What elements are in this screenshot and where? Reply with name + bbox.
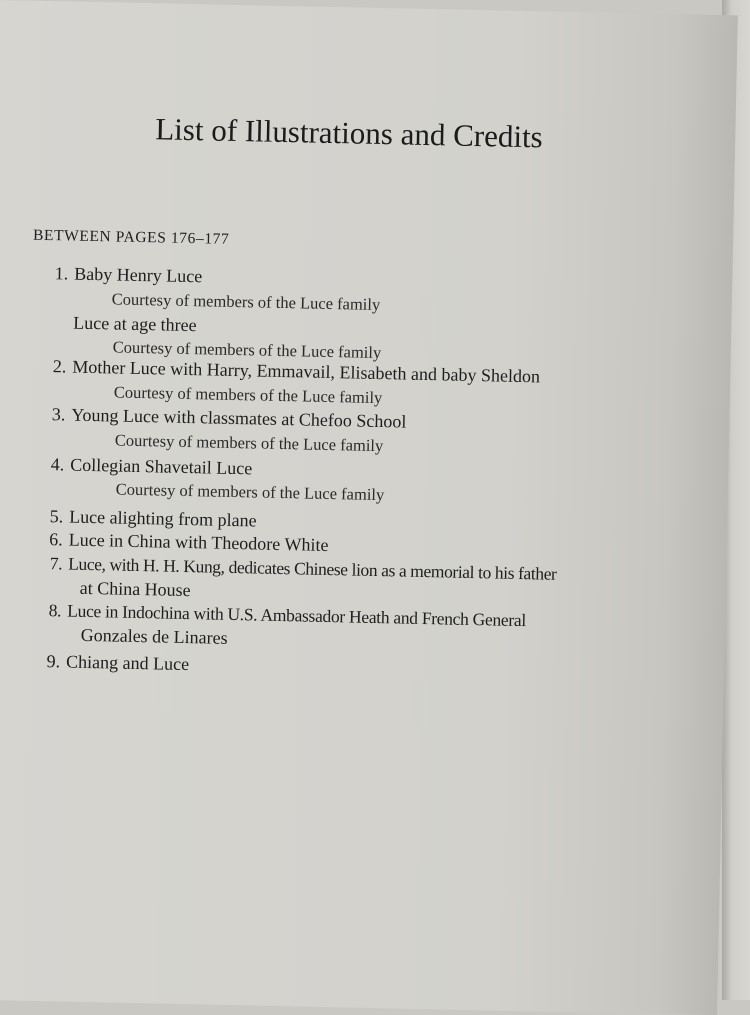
credit-line: Courtesy of members of the Luce family [114, 430, 384, 456]
item-number: 2. [52, 356, 67, 377]
credit-line: Courtesy of members of the Luce family [112, 337, 382, 363]
item-caption: Chiang and Luce [65, 651, 190, 675]
item-caption: Collegian Shavetail Luce [70, 454, 253, 479]
item-caption: Baby Henry Luce [74, 263, 203, 287]
item-number: 7. [49, 553, 63, 574]
item-number: 1. [54, 263, 69, 284]
item-caption: Luce alighting from plane [68, 506, 257, 531]
list-item [35, 506, 257, 532]
list-item [36, 454, 252, 480]
item-number: 8. [48, 600, 62, 621]
credit-line: Courtesy of members of the Luce family [113, 382, 383, 408]
list-item [34, 529, 328, 556]
item-number: 4. [50, 454, 65, 475]
item-caption: Luce in Indochina with U.S. Ambassador Heath and French General [67, 600, 527, 631]
page-title: List of Illustrations and Credits [154, 111, 544, 155]
credit-line: Courtesy of members of the Luce family [111, 289, 381, 315]
list-item [32, 651, 189, 675]
item-number: 3. [51, 404, 66, 425]
list-item [40, 263, 202, 287]
item-caption: Mother Luce with Harry, Emmavail, Elisabeth and baby Sheldon [72, 356, 541, 387]
list-item [37, 404, 406, 433]
item-caption: Luce in China with Theodore White [68, 529, 329, 555]
item-caption: Luce at age three [73, 312, 197, 336]
section-heading: BETWEEN PAGES 176–177 [32, 226, 230, 248]
credit-line: Courtesy of members of the Luce family [115, 479, 385, 505]
item-caption-continued: Gonzales de Linares [80, 624, 228, 648]
item-number: 5. [49, 506, 64, 527]
item-caption: Luce, with H. H. Kung, dedicates Chinese lion as a memorial to his father [68, 553, 557, 584]
item-number: 6. [49, 529, 63, 550]
item-number: 9. [46, 651, 61, 672]
item-caption-continued: at China House [79, 577, 191, 601]
item-caption: Young Luce with classmates at Chefoo School [71, 404, 407, 432]
